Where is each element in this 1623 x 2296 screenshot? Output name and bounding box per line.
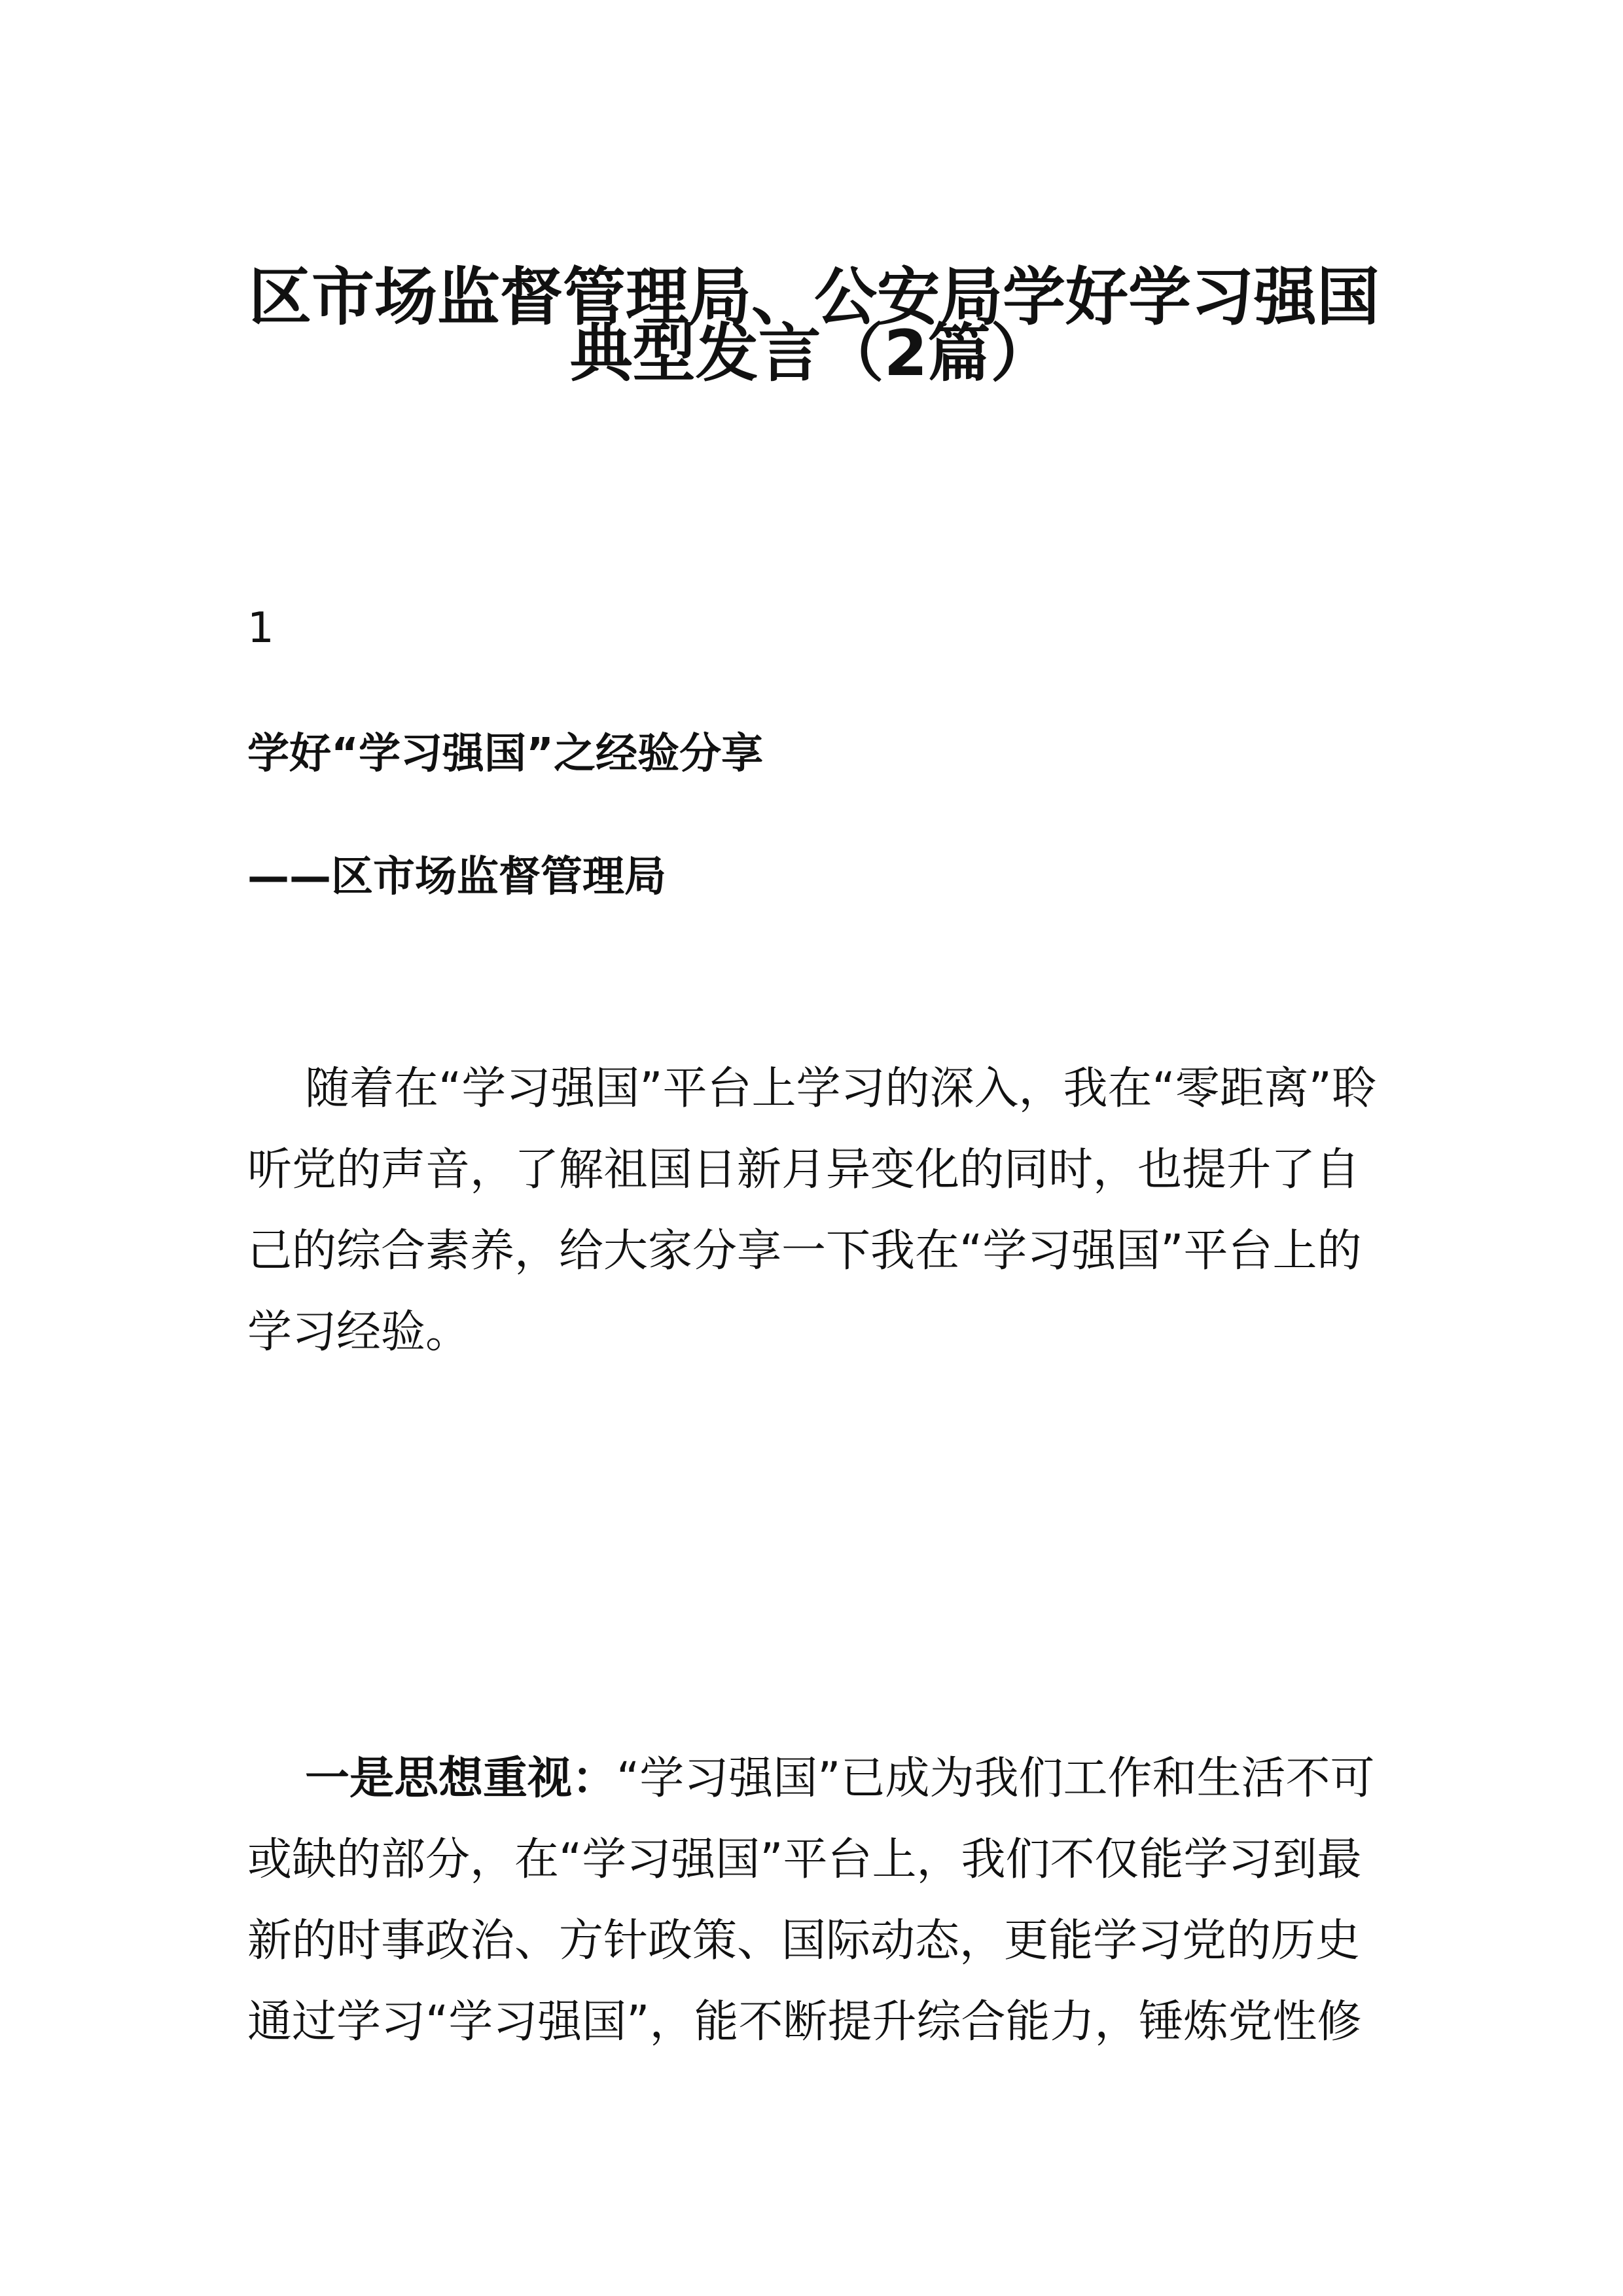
paragraph-line: 己的综合素养，给大家分享一下我在“学习强国”平台上的 (247, 1225, 1362, 1277)
paragraph-intro (247, 1049, 1399, 1373)
paragraph-line: 学习经验。 (247, 1306, 471, 1358)
paragraph-line: 新的时事政治、方针政策、国际动态，更能学习党的历史 (247, 1915, 1361, 1967)
paragraph-line-rest: “学习强国”已成为我们工作和生活不可 (616, 1753, 1375, 1804)
point-lead: 一是思想重视： (305, 1753, 617, 1804)
paragraph-line: 随着在“学习强国”平台上学习的深入，我在“零距离”聆 (305, 1063, 1376, 1115)
paragraph-line: 或缺的部分，在“学习强国”平台上，我们不仅能学习到最 (247, 1834, 1362, 1886)
section-number: 1 (247, 604, 274, 653)
section-subtitle: 学好“学习强国”之经验分享 (247, 730, 764, 778)
paragraph-point-one (247, 1738, 1399, 2063)
document-title-line1: 区市场监督管理局、公安局学好学习强国 (249, 260, 1380, 334)
paragraph-line: 通过学习“学习强国”，能不断提升综合能力，锤炼党性修 (247, 1996, 1362, 2048)
section-organization: ——区市场监督管理局 (247, 853, 666, 901)
paragraph-first-line (247, 1738, 1399, 1820)
paragraph-line: 听党的声音，了解祖国日新月异变化的同时，也提升了自 (247, 1144, 1361, 1196)
document-title-line2: 典型发言（2篇） (569, 317, 1054, 390)
